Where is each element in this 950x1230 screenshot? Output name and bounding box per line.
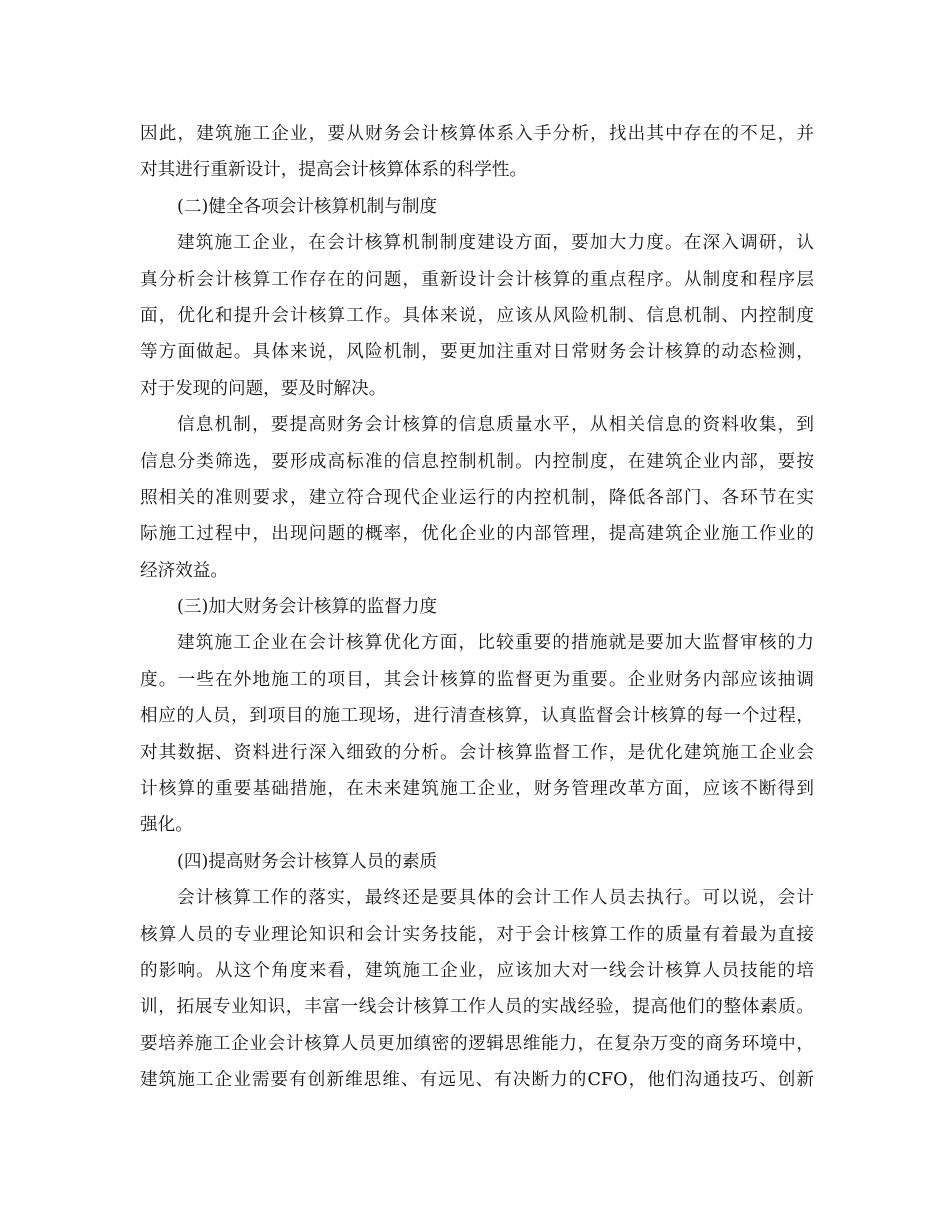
text-line: 面，优化和提升会计核算工作。具体来说，应该从风险机制、信息机制、内控制度 (140, 305, 814, 326)
text-line: 建筑施工企业，在会计核算机制制度建设方面，要加大力度。在深入调研，认 (177, 233, 814, 254)
text-line: 际施工过程中，出现问题的概率，优化企业的内部管理，提高建筑企业施工作业的 (140, 524, 814, 545)
text-line: 训，拓展专业知识，丰富一线会计核算工作人员的实战经验，提高他们的整体素质。 (140, 997, 814, 1018)
text-line: 会计核算工作的落实，最终还是要具体的会计工作人员去执行。可以说，会计 (177, 888, 814, 909)
text-line: 计核算的重要基础措施，在未来建筑施工企业，财务管理改革方面，应该不断得到 (140, 779, 814, 800)
text-line: 信息分类筛选，要形成高标准的信息控制机制。内控制度，在建筑企业内部，要按 (140, 451, 814, 472)
document-page (140, 116, 814, 1099)
text-line: 对于发现的问题，要及时解决。 (140, 378, 387, 399)
section-heading: (二)健全各项会计核算机制与制度 (177, 196, 438, 217)
text-line: 真分析会计核算工作存在的问题，重新设计会计核算的重点程序。从制度和程序层 (140, 269, 814, 290)
section-heading: (三)加大财务会计核算的监督力度 (177, 597, 438, 618)
text-line: 对其数据、资料进行深入细致的分析。会计核算监督工作，是优化建筑施工企业会 (140, 742, 814, 763)
text-line: 相应的人员，到项目的施工现场，进行清查核算，认真监督会计核算的每一个过程， (140, 706, 814, 727)
text-line: 要培养施工企业会计核算人员更加缜密的逻辑思维能力，在复杂万变的商务环境中， (140, 1033, 814, 1054)
document-body (140, 116, 814, 1099)
text-line: 因此，建筑施工企业，要从财务会计核算体系入手分析，找出其中存在的不足，并 (140, 124, 814, 144)
text-line: 度。一些在外地施工的项目，其会计核算的监督更为重要。企业财务内部应该抽调 (140, 669, 814, 690)
text-line: 建筑施工企业在会计核算优化方面，比较重要的措施就是要加大监督审核的力 (177, 633, 814, 654)
text-line: 的影响。从这个角度来看，建筑施工企业，应该加大对一线会计核算人员技能的培 (140, 960, 814, 981)
text-line: 信息机制，要提高财务会计核算的信息质量水平，从相关信息的资料收集，到 (177, 415, 814, 436)
text-line: 照相关的准则要求，建立符合现代企业运行的内控机制，降低各部门、各环节在实 (140, 487, 814, 508)
text-line: 对其进行重新设计，提高会计核算体系的科学性。 (140, 160, 528, 181)
text-line: 强化。 (140, 815, 193, 836)
text-line: 核算人员的专业理论知识和会计实务技能，对于会计核算工作的质量有着最为直接 (140, 924, 814, 945)
text-line: 建筑施工企业需要有创新维思维、有远见、有决断力的CFO，他们沟通技巧、创新 (140, 1070, 814, 1091)
text-line: 等方面做起。具体来说，风险机制，要更加注重对日常财务会计核算的动态检测， (140, 342, 814, 363)
text-line: 经济效益。 (140, 560, 228, 581)
section-heading: (四)提高财务会计核算人员的素质 (177, 851, 438, 872)
